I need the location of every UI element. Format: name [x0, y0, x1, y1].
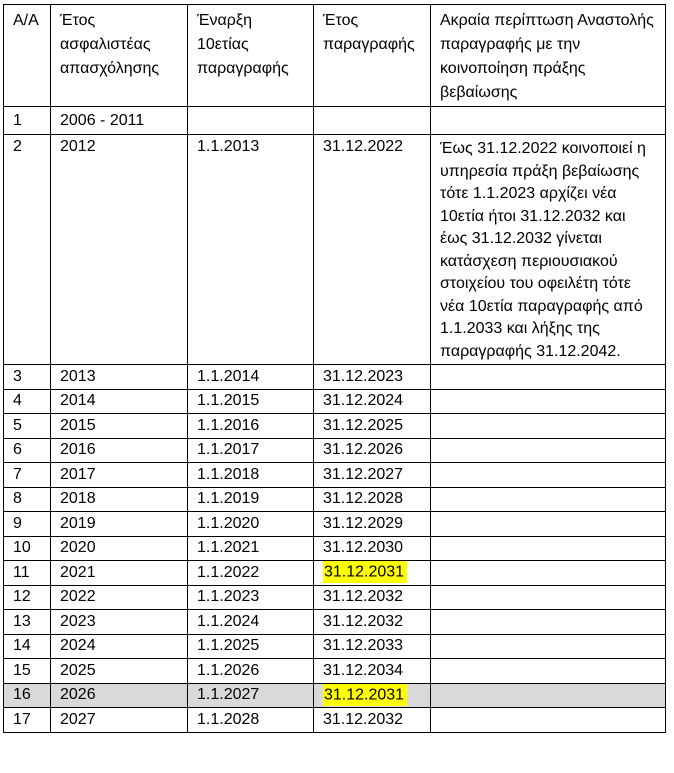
cell-employment-year: 2013: [51, 365, 188, 390]
prescription-date: 31.12.2026: [323, 441, 404, 459]
table-row: [4, 107, 666, 135]
header-cell-employment-year: Έτος ασφαλιστέας απασχόλησης: [51, 5, 188, 107]
header-cell-prescription-start: Έναρξη 10ετίας παραγραφής: [188, 5, 314, 107]
cell-index: 7: [4, 463, 51, 488]
header-cell-prescription-year: Έτος παραγραφής: [314, 5, 431, 107]
cell-prescription-year: [314, 634, 431, 659]
cell-prescription-year: [314, 512, 431, 537]
cell-note: [431, 414, 666, 439]
cell-prescription-year: [314, 708, 431, 733]
prescription-date: 31.12.2030: [323, 539, 404, 557]
prescription-date: 31.12.2032: [323, 710, 404, 728]
cell-employment-year: 2021: [51, 561, 188, 586]
cell-employment-year: 2014: [51, 389, 188, 414]
prescription-date: 31.12.2023: [323, 367, 404, 385]
cell-prescription-year: [314, 659, 431, 684]
cell-note: [431, 659, 666, 684]
prescription-date: 31.12.2027: [323, 465, 404, 483]
cell-prescription-year: [314, 107, 431, 135]
cell-employment-year: 2020: [51, 536, 188, 561]
cell-prescription-start: 1.1.2016: [188, 414, 314, 439]
cell-employment-year: 2019: [51, 512, 188, 537]
cell-index: 1: [4, 107, 51, 135]
table-row: [4, 659, 666, 684]
prescription-date: 31.12.2032: [323, 612, 404, 630]
cell-prescription-year: [314, 536, 431, 561]
cell-prescription-start: 1.1.2026: [188, 659, 314, 684]
header-row: [4, 5, 666, 107]
cell-employment-year: 2006 - 2011: [51, 107, 188, 135]
cell-prescription-year: [314, 438, 431, 463]
cell-prescription-year: [314, 463, 431, 488]
cell-note: [431, 389, 666, 414]
cell-index: 9: [4, 512, 51, 537]
table-row: [4, 365, 666, 390]
cell-note: [431, 365, 666, 390]
cell-note: [431, 438, 666, 463]
cell-prescription-year: [314, 683, 431, 708]
table-row: [4, 414, 666, 439]
prescription-date: 31.12.2034: [323, 661, 404, 679]
cell-note: [431, 683, 666, 708]
cell-index: 6: [4, 438, 51, 463]
cell-employment-year: 2017: [51, 463, 188, 488]
cell-index: 15: [4, 659, 51, 684]
prescription-date: 31.12.2025: [323, 416, 404, 434]
cell-note: [431, 634, 666, 659]
cell-employment-year: 2022: [51, 585, 188, 610]
table-row: [4, 634, 666, 659]
cell-prescription-start: 1.1.2021: [188, 536, 314, 561]
cell-prescription-start: 1.1.2023: [188, 585, 314, 610]
table-row: [4, 683, 666, 708]
cell-index: 11: [4, 561, 51, 586]
cell-prescription-start: 1.1.2018: [188, 463, 314, 488]
table-row: [4, 135, 666, 365]
cell-employment-year: 2026: [51, 683, 188, 708]
cell-note: [431, 512, 666, 537]
header-cell-index: Α/Α: [4, 5, 51, 107]
table-row: [4, 512, 666, 537]
cell-employment-year: 2024: [51, 634, 188, 659]
cell-prescription-start: 1.1.2015: [188, 389, 314, 414]
cell-note: [431, 708, 666, 733]
prescription-date: 31.12.2033: [323, 637, 404, 655]
cell-prescription-year: [314, 389, 431, 414]
header-cell-extreme-case: Ακραία περίπτωση Αναστολής παραγραφής με την κοινοποίηση πράξης βεβαίωσης: [431, 5, 666, 107]
table-row: [4, 389, 666, 414]
table-row: [4, 610, 666, 635]
cell-prescription-start: [188, 107, 314, 135]
cell-note: [431, 487, 666, 512]
cell-index: 8: [4, 487, 51, 512]
cell-prescription-start: 1.1.2019: [188, 487, 314, 512]
cell-index: 17: [4, 708, 51, 733]
table-row: [4, 708, 666, 733]
cell-prescription-year: [314, 561, 431, 586]
cell-employment-year: 2027: [51, 708, 188, 733]
cell-prescription-year: [314, 365, 431, 390]
prescription-table: [3, 4, 666, 733]
cell-prescription-start: 1.1.2014: [188, 365, 314, 390]
prescription-date: 31.12.2022: [323, 138, 404, 155]
cell-prescription-start: 1.1.2024: [188, 610, 314, 635]
prescription-date: 31.12.2032: [323, 588, 404, 606]
cell-prescription-start: 1.1.2027: [188, 683, 314, 708]
prescription-date: 31.12.2031: [323, 561, 407, 583]
cell-prescription-year: [314, 414, 431, 439]
prescription-date: 31.12.2028: [323, 490, 404, 508]
cell-index: 16: [4, 683, 51, 708]
cell-employment-year: 2023: [51, 610, 188, 635]
cell-prescription-year: [314, 585, 431, 610]
table-row: [4, 536, 666, 561]
cell-note: [431, 463, 666, 488]
cell-index: 13: [4, 610, 51, 635]
cell-prescription-start: 1.1.2020: [188, 512, 314, 537]
cell-prescription-year: [314, 487, 431, 512]
cell-note: [431, 585, 666, 610]
table-row: [4, 585, 666, 610]
cell-prescription-start: 1.1.2025: [188, 634, 314, 659]
cell-prescription-start: 1.1.2028: [188, 708, 314, 733]
table-row: [4, 561, 666, 586]
cell-note: [431, 610, 666, 635]
cell-note: [431, 536, 666, 561]
cell-note: [431, 561, 666, 586]
cell-index: 3: [4, 365, 51, 390]
cell-prescription-year: [314, 135, 431, 365]
cell-index: 12: [4, 585, 51, 610]
cell-note: [431, 107, 666, 135]
cell-employment-year: 2012: [51, 135, 188, 365]
cell-employment-year: 2025: [51, 659, 188, 684]
table-row: [4, 487, 666, 512]
table-row: [4, 438, 666, 463]
cell-prescription-year: [314, 610, 431, 635]
cell-employment-year: 2015: [51, 414, 188, 439]
cell-index: 5: [4, 414, 51, 439]
cell-prescription-start: 1.1.2013: [188, 135, 314, 365]
prescription-date: 31.12.2029: [323, 514, 404, 532]
cell-index: 10: [4, 536, 51, 561]
prescription-date: 31.12.2031: [323, 684, 407, 706]
table-row: [4, 463, 666, 488]
cell-index: 14: [4, 634, 51, 659]
cell-note: Έως 31.12.2022 κοινοποιεί η υπηρεσία πράξη βεβαίωσης τότε 1.1.2023 αρχίζει νέα 10ετία ήτοι 31.12.2032 και έως 31.12.2032 γίνεται κατάσχεση περιουσιακού στοιχείου του οφειλέτη τότε νέα 10ετία παραγραφής από 1.1.2033 και λήξης της παραγραφής 31.12.2042.: [431, 135, 666, 365]
cell-index: 2: [4, 135, 51, 365]
cell-prescription-start: 1.1.2017: [188, 438, 314, 463]
cell-index: 4: [4, 389, 51, 414]
cell-employment-year: 2018: [51, 487, 188, 512]
cell-employment-year: 2016: [51, 438, 188, 463]
prescription-date: 31.12.2024: [323, 392, 404, 410]
cell-prescription-start: 1.1.2022: [188, 561, 314, 586]
